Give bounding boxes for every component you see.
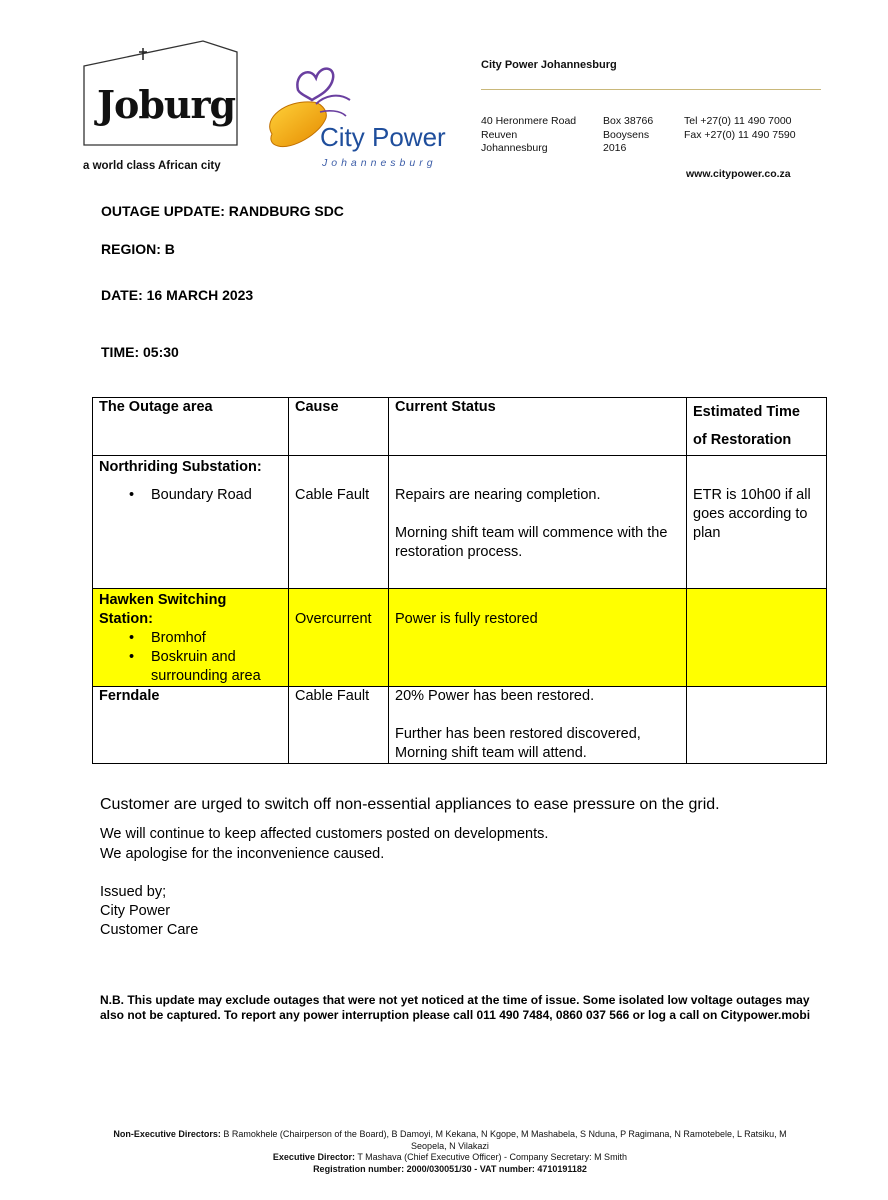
apology-message: We apologise for the inconvenience caused. [100, 846, 385, 862]
registration-label: Registration number: [313, 1163, 405, 1174]
city-power-logo-text: City Power [320, 122, 446, 152]
contact-numbers [684, 115, 796, 142]
column-header-status: Current Status [389, 398, 687, 456]
column-header-cause: Cause [289, 398, 389, 456]
area-item: • Boundary Road [99, 486, 282, 505]
status-cell: 20% Power has been restored. Further has been restored discovered, Morning shift team will attend. [389, 687, 687, 764]
issuer-name: City Power [100, 903, 171, 919]
postal-address: Box 38766 Booysens 2016 [603, 115, 654, 154]
street-address: 40 Heronmere Road Reuven Johannesburg [481, 115, 577, 154]
company-divider [481, 89, 821, 90]
column-header-etr: Estimated Time of Restoration [687, 398, 827, 456]
cause-cell: Cable Fault [289, 456, 389, 589]
table-row [93, 687, 827, 764]
area-cell [93, 589, 289, 687]
etr-cell: ETR is 10h00 if all goes according to plan [687, 456, 827, 589]
company-name: City Power Johannesburg [481, 59, 617, 71]
table-row [93, 456, 827, 589]
area-item: • Boskruin and surrounding area [99, 648, 282, 686]
city-power-logo-subtext: Johannesburg [322, 157, 437, 169]
urge-message: Customer are urged to switch off non-essential appliances to ease pressure on the grid. [100, 796, 720, 813]
nb-notice: N.B. This update may exclude outages that were not yet noticed at the time of issue. Some isolated low voltage outages may also not be captured. To report any power interruption please call 011 490 7484, 0860 037 566 or log a call on Citypower.mobi [100, 993, 811, 1022]
exec-label: Executive Director: [272, 1152, 355, 1162]
issuer-department: Customer Care [100, 922, 199, 938]
issued-by-block [100, 883, 198, 940]
continue-message: We will continue to keep affected customers posted on developments. [100, 826, 549, 842]
area-cell [93, 456, 289, 589]
region-label: REGION: B [101, 241, 175, 257]
fax: Fax +27(0) 11 490 7590 [684, 128, 796, 141]
area-cell [93, 687, 289, 764]
cause-cell: Cable Fault [289, 687, 389, 764]
table-header-row [93, 398, 827, 456]
status-cell: Repairs are nearing completion. Morning shift team will commence with the restoration process. [389, 456, 687, 589]
date-label: DATE: 16 MARCH 2023 [101, 287, 254, 303]
area-title: Hawken Switching Station: [99, 592, 227, 627]
nonexec-names: B Ramokhele (Chairperson of the Board), B Damoyi, M Kekana, N Kgope, M Mashabela, S Nduna, P Ragimana, N Ramotebele, L Ratsiku, M Seopela, N Vilakazi [223, 1129, 787, 1151]
area-title: Ferndale [99, 688, 160, 704]
etr-cell [687, 589, 827, 687]
area-title: Northriding Substation: [99, 459, 262, 475]
registration-value: 2000/030051/30 [406, 1163, 472, 1174]
etr-cell [687, 687, 827, 764]
outage-table [92, 397, 827, 764]
outage-update-title: OUTAGE UPDATE: RANDBURG SDC [101, 203, 344, 219]
vat-value: 4710191182 [537, 1163, 587, 1174]
table-row-highlighted [93, 589, 827, 687]
joburg-logo-text: Joburg [97, 82, 236, 127]
exec-names: T Mashava (Chief Executive Officer) - Company Secretary: M Smith [357, 1152, 628, 1162]
cause-cell: Overcurrent [289, 589, 389, 687]
status-cell: Power is fully restored [389, 589, 687, 687]
telephone: Tel +27(0) 11 490 7000 [684, 115, 792, 127]
time-label: TIME: 05:30 [101, 344, 179, 360]
issued-by-label: Issued by; [100, 884, 167, 900]
column-header-area: The Outage area [93, 398, 289, 456]
joburg-logo [83, 38, 238, 146]
area-item: • Bromhof [99, 629, 282, 648]
vat-label: VAT number: [479, 1163, 535, 1174]
joburg-tagline: a world class African city [83, 160, 221, 172]
nonexec-label: Non-Executive Directors: [113, 1129, 221, 1139]
footer-directors: Non-Executive Directors: B Ramokhele (Chairperson of the Board), B Damoyi, M Kekana, N Kgope, M Mashabela, S Nduna, P Ragimana, N Ramotebele, L Ratsiku, M Seopela, N Vilakazi Executive Director: T Mashava (Chief Executive Officer) - Company Secretary: M Smith Registration number: 2000/030051/30 - VAT number: 4710191182 [113, 1129, 787, 1174]
website-link[interactable]: www.citypower.co.za [686, 168, 791, 180]
